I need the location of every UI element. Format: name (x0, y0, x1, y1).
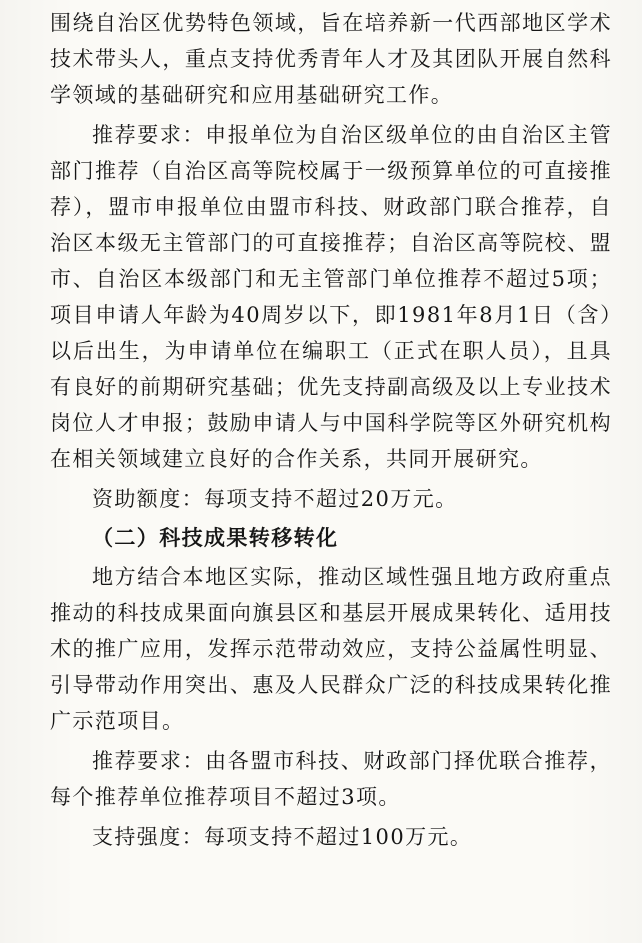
recommendation-requirements-paragraph: 推荐要求：申报单位为自治区级单位的由自治区主管部门推荐（自治区高等院校属于一级预算单位的可直接推荐），盟市申报单位由盟市科技、财政部门联合推荐，自治区本级无主管部门的可直接推荐；自治区高等院校、盟市、自治区本级部门和无主管部门单位推荐不超过5项；项目申请人年龄为40周岁以下，即1981年8月1日（含）以后出生，为申请单位在编职工（正式在职人员），且具有良好的前期研究基础；优先支持副高级及以上专业技术岗位人才申报；鼓励申请人与中国科学院等区外研究机构在相关领域建立良好的合作关系，共同开展研究。 (50, 123, 612, 471)
funding-amount-paragraph: 资助额度：每项支持不超过20万元。 (92, 487, 458, 511)
intro-paragraph: 围绕自治区优势特色领域，旨在培养新一代西部地区学术技术带头人，重点支持优秀青年人才及其团队开展自然科学领域的基础研究和应用基础研究工作。 (50, 11, 612, 107)
support-intensity-paragraph: 支持强度：每项支持不超过100万元。 (92, 825, 473, 849)
section-heading-tech-transfer: （二）科技成果转移转化 (92, 525, 339, 550)
tech-transfer-paragraph: 地方结合本地区实际，推动区域性强且地方政府重点推动的科技成果面向旗县区和基层开展成果转化、适用技术的推广应用，发挥示范带动效应，支持公益属性明显、引导带动作用突出、惠及人民群众广泛的科技成果转化推广示范项目。 (50, 565, 612, 733)
tech-transfer-recommendation-paragraph: 推荐要求：由各盟市科技、财政部门择优联合推荐，每个推荐单位推荐项目不超过3项。 (50, 749, 612, 809)
